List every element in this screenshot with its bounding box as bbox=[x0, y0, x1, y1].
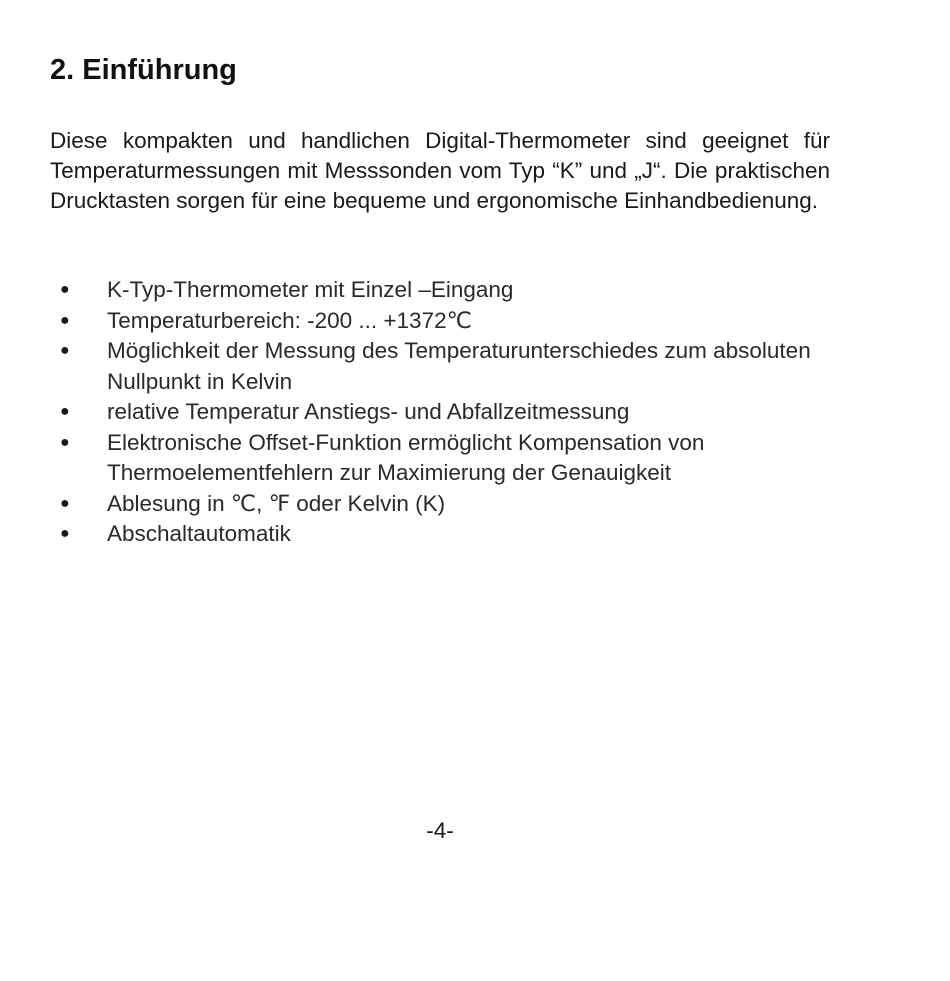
bullet-icon: ● bbox=[60, 311, 70, 329]
bullet-icon: ● bbox=[60, 494, 70, 512]
page-number: -4- bbox=[426, 818, 454, 843]
section-heading: 2. Einführung bbox=[50, 54, 237, 86]
bullet-icon: ● bbox=[60, 342, 70, 359]
feature-text: Temperaturbereich: -200 ... +1372℃ bbox=[107, 307, 472, 333]
feature-item bbox=[50, 336, 840, 397]
bullet-icon: ● bbox=[60, 403, 70, 420]
feature-text: Möglichkeit der Messung des Temperaturunterschiedes zum absoluten Nullpunkt in Kelvin bbox=[107, 338, 811, 394]
feature-text: Ablesung in ℃, ℉ oder Kelvin (K) bbox=[107, 490, 446, 516]
feature-item bbox=[50, 275, 840, 306]
feature-text: relative Temperatur Anstiegs- und Abfallzeitmessung bbox=[107, 399, 630, 424]
feature-text: Abschaltautomatik bbox=[107, 521, 291, 546]
feature-item bbox=[50, 489, 840, 520]
feature-item bbox=[50, 519, 840, 550]
bullet-icon: ● bbox=[60, 433, 70, 451]
feature-text: Elektronische Offset-Funktion ermöglicht Kompensation von Thermoelementfehlern zur Maximierung der Genauigkeit bbox=[107, 429, 705, 485]
bullet-icon: ● bbox=[60, 281, 70, 298]
intro-paragraph: Diese kompakten und handlichen Digital-Thermometer sind geeignet für Temperaturmessungen mit Messsonden vom Typ “K” und „J“. Die praktischen Drucktasten sorgen für eine bequeme und ergonomische Einhandbedienung. bbox=[50, 128, 830, 213]
bullet-icon: ● bbox=[60, 525, 70, 542]
feature-item bbox=[50, 397, 840, 428]
feature-text: K-Typ-Thermometer mit Einzel –Eingang bbox=[107, 277, 514, 302]
feature-item bbox=[50, 428, 840, 489]
feature-list bbox=[50, 275, 840, 550]
feature-item bbox=[50, 306, 840, 337]
